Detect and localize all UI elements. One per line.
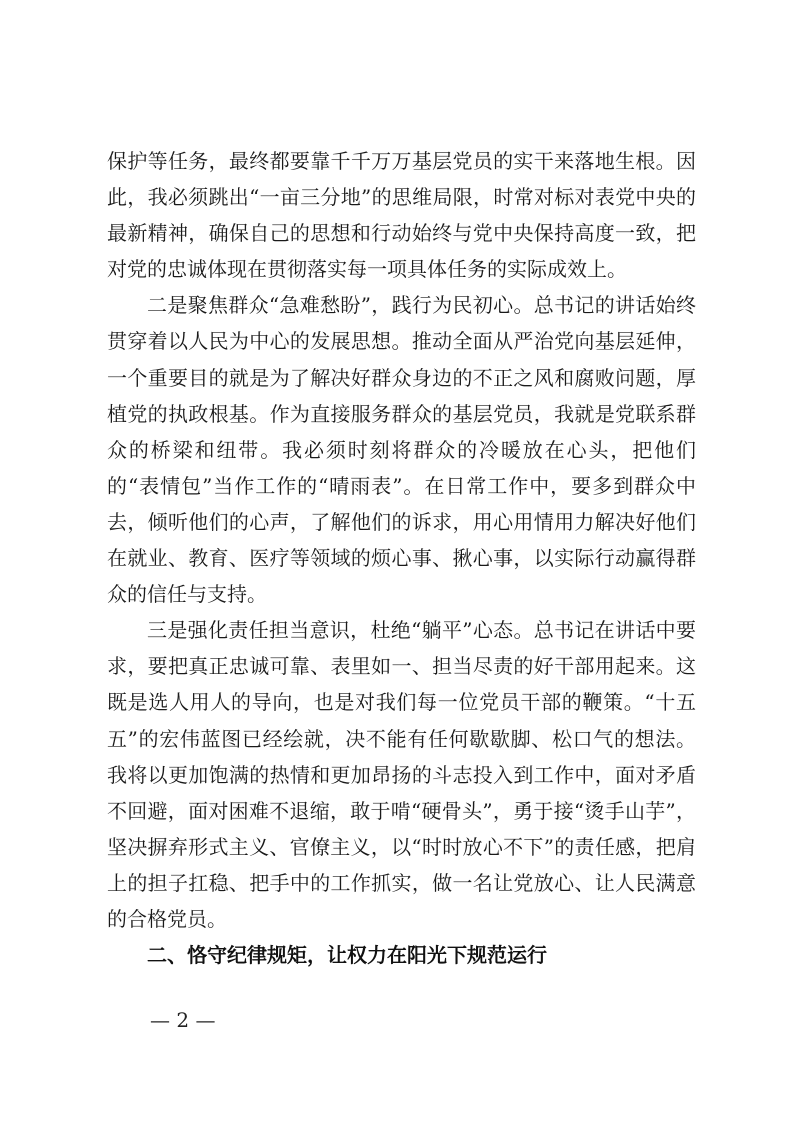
paragraph-continuation: 保护等任务，最终都要靠千千万万基层党员的实干来落地生根。因此，我必须跳出“一亩三分地”的思维局限，时常对标对表党中央的最新精神，确保自己的思想和行动始终与党中央保持高度一致，把对党的忠诚体现在贯彻落实每一项具体任务的实际成效上。 <box>107 149 696 282</box>
document-body <box>107 143 696 973</box>
paragraph-people-centered: 二是聚焦群众“急难愁盼”，践行为民初心。总书记的讲话始终贯穿着以人民为中心的发展思想。推动全面从严治党向基层延伸，一个重要目的就是为了解决好群众身边的不正之风和腐败问题，厚植党的执政根基。作为直接服务群众的基层党员，我就是党联系群众的桥梁和纽带。我必须时刻将群众的冷暖放在心头，把他们的“表情包”当作工作的“晴雨表”。在日常工作中，要多到群众中去，倾听他们的心声，了解他们的诉求，用心用情用力解决好他们在就业、教育、医疗等领域的烦心事、揪心事，以实际行动赢得群众的信任与支持。 <box>107 293 696 607</box>
page-number: — 2 — <box>150 1008 216 1032</box>
section-heading: 二、恪守纪律规矩，让权力在阳光下规范运行 <box>147 943 547 968</box>
paragraph-responsibility: 三是强化责任担当意识，杜绝“躺平”心态。总书记在讲话中要求，要把真正忠诚可靠、表里如一、担当尽责的好干部用起来。这既是选人用人的导向，也是对我们每一位党员干部的鞭策。“十五五”的宏伟蓝图已经绘就，决不能有任何歇歇脚、松口气的想法。我将以更加饱满的热情和更加昂扬的斗志投入到工作中，面对矛盾不回避，面对困难不退缩，敢于啃“硬骨头”，勇于接“烫手山芋”，坚决摒弃形式主义、官僚主义，以“时时放心不下”的责任感，把肩上的担子扛稳、把手中的工作抓实，做一名让党放心、让人民满意的合格党员。 <box>107 618 696 931</box>
